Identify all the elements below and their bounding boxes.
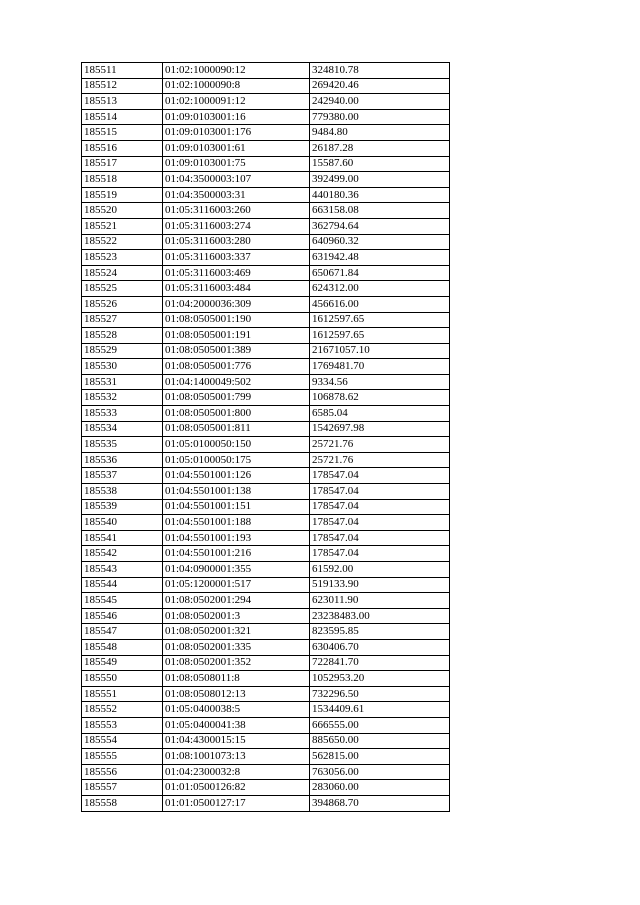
cadastral-number-cell: 01:04:5501001:138 <box>163 484 310 500</box>
row-id-cell: 185538 <box>82 484 163 500</box>
row-id-cell: 185515 <box>82 125 163 141</box>
row-id-cell: 185511 <box>82 63 163 79</box>
row-id-cell: 185549 <box>82 655 163 671</box>
cadastral-number-cell: 01:04:5501001:216 <box>163 546 310 562</box>
cadastral-number-cell: 01:04:3500003:107 <box>163 172 310 188</box>
cadastral-number-cell: 01:04:2000036:309 <box>163 296 310 312</box>
amount-cell: 242940.00 <box>310 94 450 110</box>
table-row <box>82 499 450 515</box>
row-id-cell: 185547 <box>82 624 163 640</box>
row-id-cell: 185518 <box>82 172 163 188</box>
row-id-cell: 185532 <box>82 390 163 406</box>
table-row <box>82 78 450 94</box>
table-row <box>82 639 450 655</box>
table-row <box>82 686 450 702</box>
amount-cell: 9334.56 <box>310 374 450 390</box>
table-row <box>82 328 450 344</box>
cadastral-number-cell: 01:09:0103001:75 <box>163 156 310 172</box>
table-row <box>82 172 450 188</box>
row-id-cell: 185530 <box>82 359 163 375</box>
cadastral-number-cell: 01:09:0103001:61 <box>163 140 310 156</box>
table-row <box>82 484 450 500</box>
cadastral-number-cell: 01:08:0508012:13 <box>163 686 310 702</box>
cadastral-number-cell: 01:08:0502001:3 <box>163 608 310 624</box>
table-row <box>82 593 450 609</box>
amount-cell: 722841.70 <box>310 655 450 671</box>
table-row <box>82 530 450 546</box>
table-row <box>82 156 450 172</box>
table-body <box>82 63 450 812</box>
row-id-cell: 185525 <box>82 281 163 297</box>
cadastral-number-cell: 01:04:5501001:193 <box>163 530 310 546</box>
amount-cell: 269420.46 <box>310 78 450 94</box>
table-row <box>82 140 450 156</box>
cadastral-number-cell: 01:09:0103001:176 <box>163 125 310 141</box>
row-id-cell: 185540 <box>82 515 163 531</box>
cadastral-number-cell: 01:05:3116003:260 <box>163 203 310 219</box>
cadastral-number-cell: 01:04:3500003:31 <box>163 187 310 203</box>
table-row <box>82 468 450 484</box>
amount-cell: 666555.00 <box>310 717 450 733</box>
amount-cell: 519133.90 <box>310 577 450 593</box>
table-row <box>82 452 450 468</box>
amount-cell: 178547.04 <box>310 468 450 484</box>
cadastral-number-cell: 01:08:0505001:191 <box>163 328 310 344</box>
amount-cell: 26187.28 <box>310 140 450 156</box>
row-id-cell: 185534 <box>82 421 163 437</box>
cadastral-number-cell: 01:05:3116003:274 <box>163 218 310 234</box>
row-id-cell: 185557 <box>82 780 163 796</box>
amount-cell: 562815.00 <box>310 749 450 765</box>
cadastral-number-cell: 01:04:0900001:355 <box>163 562 310 578</box>
table-row <box>82 733 450 749</box>
row-id-cell: 185523 <box>82 250 163 266</box>
table-row <box>82 764 450 780</box>
table-row <box>82 671 450 687</box>
row-id-cell: 185553 <box>82 717 163 733</box>
amount-cell: 885650.00 <box>310 733 450 749</box>
row-id-cell: 185552 <box>82 702 163 718</box>
row-id-cell: 185550 <box>82 671 163 687</box>
row-id-cell: 185546 <box>82 608 163 624</box>
cadastral-number-cell: 01:02:1000090:8 <box>163 78 310 94</box>
row-id-cell: 185536 <box>82 452 163 468</box>
data-table <box>81 62 450 812</box>
table-row <box>82 546 450 562</box>
table-row <box>82 234 450 250</box>
amount-cell: 394868.70 <box>310 795 450 811</box>
amount-cell: 392499.00 <box>310 172 450 188</box>
amount-cell: 178547.04 <box>310 499 450 515</box>
row-id-cell: 185526 <box>82 296 163 312</box>
cadastral-number-cell: 01:08:0505001:776 <box>163 359 310 375</box>
amount-cell: 1052953.20 <box>310 671 450 687</box>
table-row <box>82 359 450 375</box>
row-id-cell: 185544 <box>82 577 163 593</box>
table-row <box>82 343 450 359</box>
amount-cell: 283060.00 <box>310 780 450 796</box>
cadastral-number-cell: 01:08:0505001:190 <box>163 312 310 328</box>
amount-cell: 624312.00 <box>310 281 450 297</box>
amount-cell: 178547.04 <box>310 530 450 546</box>
amount-cell: 623011.90 <box>310 593 450 609</box>
amount-cell: 178547.04 <box>310 484 450 500</box>
row-id-cell: 185521 <box>82 218 163 234</box>
row-id-cell: 185524 <box>82 265 163 281</box>
table-row <box>82 437 450 453</box>
cadastral-number-cell: 01:08:0508011:8 <box>163 671 310 687</box>
amount-cell: 21671057.10 <box>310 343 450 359</box>
amount-cell: 6585.04 <box>310 406 450 422</box>
table-row <box>82 702 450 718</box>
amount-cell: 178547.04 <box>310 515 450 531</box>
amount-cell: 779380.00 <box>310 109 450 125</box>
amount-cell: 178547.04 <box>310 546 450 562</box>
table-row <box>82 203 450 219</box>
cadastral-number-cell: 01:08:0502001:294 <box>163 593 310 609</box>
cadastral-number-cell: 01:05:3116003:469 <box>163 265 310 281</box>
table-row <box>82 749 450 765</box>
row-id-cell: 185527 <box>82 312 163 328</box>
table-row <box>82 187 450 203</box>
cadastral-number-cell: 01:04:5501001:151 <box>163 499 310 515</box>
cadastral-number-cell: 01:05:3116003:484 <box>163 281 310 297</box>
cadastral-number-cell: 01:04:5501001:188 <box>163 515 310 531</box>
amount-cell: 1612597.65 <box>310 328 450 344</box>
table-row <box>82 250 450 266</box>
row-id-cell: 185520 <box>82 203 163 219</box>
row-id-cell: 185556 <box>82 764 163 780</box>
row-id-cell: 185545 <box>82 593 163 609</box>
cadastral-number-cell: 01:08:0505001:389 <box>163 343 310 359</box>
cadastral-number-cell: 01:08:1001073:13 <box>163 749 310 765</box>
amount-cell: 362794.64 <box>310 218 450 234</box>
cadastral-number-cell: 01:08:0502001:321 <box>163 624 310 640</box>
table-row <box>82 624 450 640</box>
row-id-cell: 185535 <box>82 437 163 453</box>
table-row <box>82 312 450 328</box>
row-id-cell: 185517 <box>82 156 163 172</box>
table-row <box>82 265 450 281</box>
row-id-cell: 185558 <box>82 795 163 811</box>
table-row <box>82 421 450 437</box>
row-id-cell: 185514 <box>82 109 163 125</box>
amount-cell: 650671.84 <box>310 265 450 281</box>
cadastral-number-cell: 01:08:0505001:811 <box>163 421 310 437</box>
amount-cell: 630406.70 <box>310 639 450 655</box>
table-row <box>82 390 450 406</box>
cadastral-number-cell: 01:02:1000090:12 <box>163 63 310 79</box>
amount-cell: 15587.60 <box>310 156 450 172</box>
table-row <box>82 577 450 593</box>
table-row <box>82 655 450 671</box>
table-row <box>82 406 450 422</box>
amount-cell: 440180.36 <box>310 187 450 203</box>
table-row <box>82 109 450 125</box>
cadastral-number-cell: 01:05:0400038:5 <box>163 702 310 718</box>
row-id-cell: 185551 <box>82 686 163 702</box>
row-id-cell: 185554 <box>82 733 163 749</box>
cadastral-number-cell: 01:08:0505001:800 <box>163 406 310 422</box>
row-id-cell: 185555 <box>82 749 163 765</box>
row-id-cell: 185533 <box>82 406 163 422</box>
table-row <box>82 296 450 312</box>
cadastral-number-cell: 01:08:0505001:799 <box>163 390 310 406</box>
amount-cell: 1612597.65 <box>310 312 450 328</box>
table-row <box>82 63 450 79</box>
amount-cell: 823595.85 <box>310 624 450 640</box>
cadastral-number-cell: 01:08:0502001:335 <box>163 639 310 655</box>
cadastral-number-cell: 01:05:0400041:38 <box>163 717 310 733</box>
cadastral-number-cell: 01:02:1000091:12 <box>163 94 310 110</box>
cadastral-number-cell: 01:09:0103001:16 <box>163 109 310 125</box>
cadastral-number-cell: 01:04:5501001:126 <box>163 468 310 484</box>
table-row <box>82 780 450 796</box>
cadastral-number-cell: 01:05:3116003:337 <box>163 250 310 266</box>
cadastral-number-cell: 01:01:0500126:82 <box>163 780 310 796</box>
cadastral-number-cell: 01:04:4300015:15 <box>163 733 310 749</box>
cadastral-number-cell: 01:05:1200001:517 <box>163 577 310 593</box>
row-id-cell: 185543 <box>82 562 163 578</box>
row-id-cell: 185548 <box>82 639 163 655</box>
amount-cell: 763056.00 <box>310 764 450 780</box>
row-id-cell: 185519 <box>82 187 163 203</box>
row-id-cell: 185528 <box>82 328 163 344</box>
row-id-cell: 185513 <box>82 94 163 110</box>
table-row <box>82 374 450 390</box>
table-row <box>82 125 450 141</box>
amount-cell: 732296.50 <box>310 686 450 702</box>
row-id-cell: 185516 <box>82 140 163 156</box>
row-id-cell: 185542 <box>82 546 163 562</box>
table-row <box>82 218 450 234</box>
table-row <box>82 608 450 624</box>
row-id-cell: 185529 <box>82 343 163 359</box>
amount-cell: 663158.08 <box>310 203 450 219</box>
table-row <box>82 795 450 811</box>
cadastral-number-cell: 01:04:1400049:502 <box>163 374 310 390</box>
row-id-cell: 185541 <box>82 530 163 546</box>
row-id-cell: 185531 <box>82 374 163 390</box>
amount-cell: 23238483.00 <box>310 608 450 624</box>
row-id-cell: 185539 <box>82 499 163 515</box>
amount-cell: 25721.76 <box>310 452 450 468</box>
row-id-cell: 185522 <box>82 234 163 250</box>
table-row <box>82 717 450 733</box>
table-row <box>82 562 450 578</box>
table-row <box>82 94 450 110</box>
amount-cell: 106878.62 <box>310 390 450 406</box>
cadastral-number-cell: 01:04:2300032:8 <box>163 764 310 780</box>
cadastral-number-cell: 01:05:3116003:280 <box>163 234 310 250</box>
cadastral-number-cell: 01:05:0100050:150 <box>163 437 310 453</box>
amount-cell: 1542697.98 <box>310 421 450 437</box>
amount-cell: 25721.76 <box>310 437 450 453</box>
row-id-cell: 185512 <box>82 78 163 94</box>
table-row <box>82 515 450 531</box>
amount-cell: 456616.00 <box>310 296 450 312</box>
amount-cell: 1769481.70 <box>310 359 450 375</box>
amount-cell: 324810.78 <box>310 63 450 79</box>
cadastral-number-cell: 01:05:0100050:175 <box>163 452 310 468</box>
cadastral-number-cell: 01:08:0502001:352 <box>163 655 310 671</box>
amount-cell: 61592.00 <box>310 562 450 578</box>
row-id-cell: 185537 <box>82 468 163 484</box>
cadastral-number-cell: 01:01:0500127:17 <box>163 795 310 811</box>
amount-cell: 631942.48 <box>310 250 450 266</box>
amount-cell: 640960.32 <box>310 234 450 250</box>
table-row <box>82 281 450 297</box>
amount-cell: 1534409.61 <box>310 702 450 718</box>
amount-cell: 9484.80 <box>310 125 450 141</box>
